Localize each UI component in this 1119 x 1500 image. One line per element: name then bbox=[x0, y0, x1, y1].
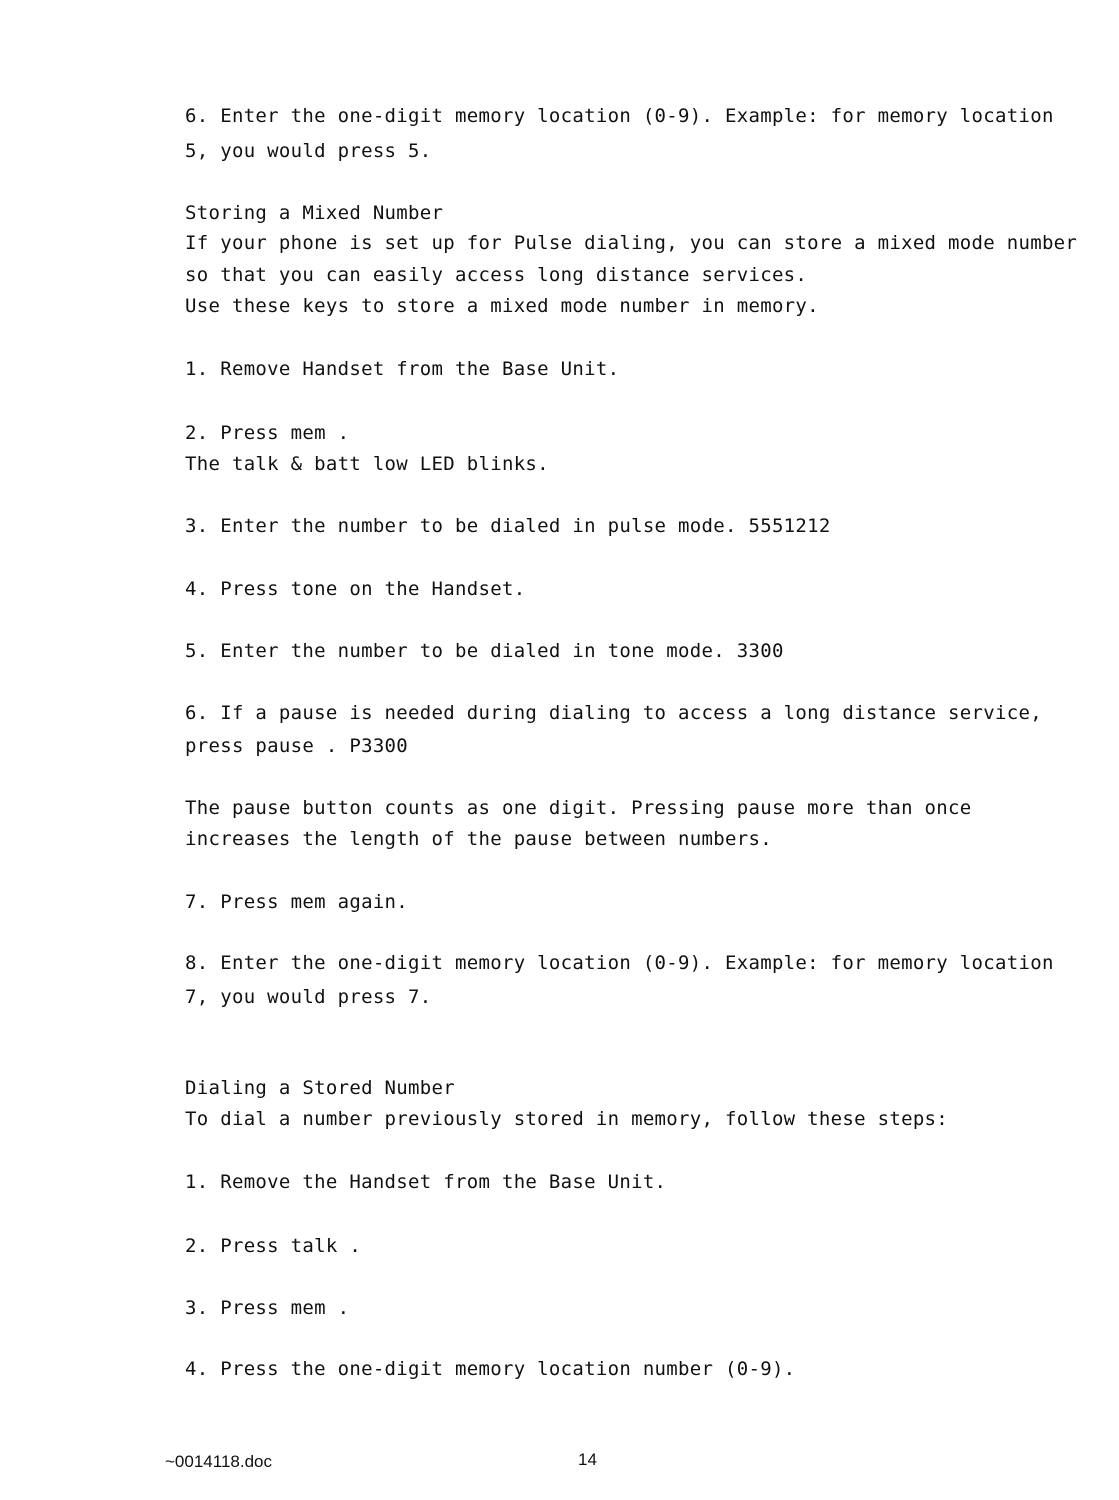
step-line: 8. Enter the one-digit memory location (0-9). Example: for memory location bbox=[185, 952, 1054, 974]
step-line: 1. Remove Handset from the Base Unit. bbox=[185, 358, 620, 380]
text-line: The talk & batt low LED blinks. bbox=[185, 453, 549, 475]
step-line: 5. Enter the number to be dialed in tone mode. 3300 bbox=[185, 640, 784, 662]
text-line: 7, you would press 7. bbox=[185, 986, 432, 1008]
page-number: 14 bbox=[578, 1450, 597, 1469]
step-line: 7. Press mem again. bbox=[185, 891, 409, 913]
step-line: 3. Press mem . bbox=[185, 1297, 350, 1319]
step-line: 4. Press the one-digit memory location number (0-9). bbox=[185, 1358, 796, 1380]
step-line: 1. Remove the Handset from the Base Unit. bbox=[185, 1171, 667, 1193]
step-line: 2. Press mem . bbox=[185, 422, 350, 444]
text-line: To dial a number previously stored in memory, follow these steps: bbox=[185, 1108, 949, 1130]
text-line: so that you can easily access long distance services. bbox=[185, 264, 808, 286]
text-line: press pause . P3300 bbox=[185, 735, 409, 757]
section-heading-storing-mixed-number: Storing a Mixed Number bbox=[185, 202, 444, 224]
footer-filename: ~0014118.doc bbox=[165, 1452, 272, 1471]
step-line: 3. Enter the number to be dialed in pulse mode. 5551212 bbox=[185, 515, 831, 537]
section-heading-dialing-stored-number: Dialing a Stored Number bbox=[185, 1077, 455, 1099]
text-line: increases the length of the pause between numbers. bbox=[185, 828, 772, 850]
text-line: Use these keys to store a mixed mode number in memory. bbox=[185, 295, 819, 317]
text-line: 5, you would press 5. bbox=[185, 140, 432, 162]
step-line: 6. If a pause is needed during dialing to access a long distance service, bbox=[185, 702, 1042, 724]
step-line: 2. Press talk . bbox=[185, 1235, 362, 1257]
text-line: The pause button counts as one digit. Pressing pause more than once bbox=[185, 797, 972, 819]
text-line: 6. Enter the one-digit memory location (0-9). Example: for memory location bbox=[185, 105, 1054, 127]
text-line: If your phone is set up for Pulse dialing, you can store a mixed mode number bbox=[185, 232, 1078, 254]
step-line: 4. Press tone on the Handset. bbox=[185, 578, 526, 600]
